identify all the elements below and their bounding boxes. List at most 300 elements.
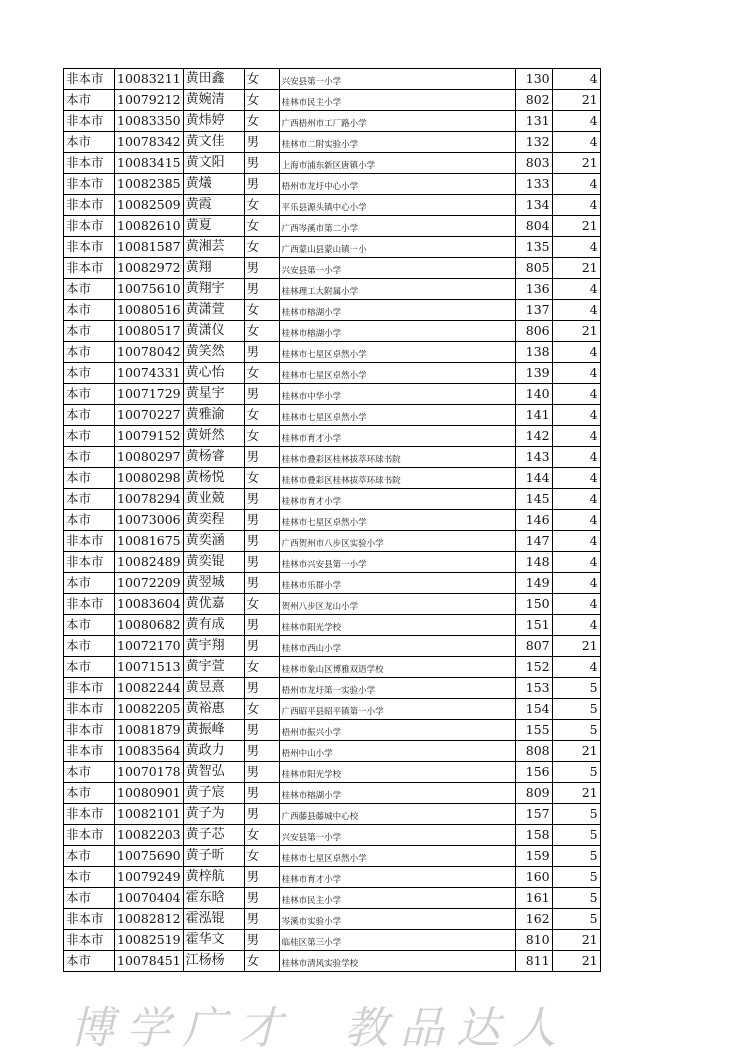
id-cell: 10082509	[115, 195, 184, 216]
sex-cell: 男	[244, 384, 279, 405]
school-cell: 桂林市七星区卓然小学	[279, 510, 515, 531]
table-row	[64, 573, 601, 594]
area-cell: 本市	[64, 468, 115, 489]
sex-cell: 女	[244, 657, 279, 678]
name-cell: 黄政力	[183, 741, 244, 762]
id-cell: 10083604	[115, 594, 184, 615]
rank-cell: 142	[515, 426, 552, 447]
table-row	[64, 762, 601, 783]
group-cell: 4	[552, 531, 600, 552]
group-cell: 5	[552, 804, 600, 825]
school-cell: 桂林市叠彩区桂林拔萃环球书院	[279, 447, 515, 468]
sex-cell: 女	[244, 195, 279, 216]
id-cell: 10081675	[115, 531, 184, 552]
school-cell: 桂林市象山区博雅双语学校	[279, 657, 515, 678]
sex-cell: 男	[244, 552, 279, 573]
school-cell: 桂林市西山小学	[279, 636, 515, 657]
sex-cell: 女	[244, 594, 279, 615]
id-cell: 10082385	[115, 174, 184, 195]
id-cell: 10082101	[115, 804, 184, 825]
id-cell: 10075690	[115, 846, 184, 867]
id-cell: 10071513	[115, 657, 184, 678]
name-cell: 黄昱熹	[183, 678, 244, 699]
name-cell: 霍东晗	[183, 888, 244, 909]
name-cell: 霍泓锟	[183, 909, 244, 930]
id-cell: 10078042	[115, 342, 184, 363]
school-cell: 桂林市榕湖小学	[279, 300, 515, 321]
id-cell: 10070178	[115, 762, 184, 783]
school-cell: 桂林市育才小学	[279, 489, 515, 510]
rank-cell: 152	[515, 657, 552, 678]
id-cell: 10082812	[115, 909, 184, 930]
id-cell: 10079152	[115, 426, 184, 447]
school-cell: 广西蒙山县蒙山镇一小	[279, 237, 515, 258]
table-row	[64, 321, 601, 342]
table-row	[64, 132, 601, 153]
id-cell: 10080682	[115, 615, 184, 636]
rank-cell: 138	[515, 342, 552, 363]
rank-cell: 148	[515, 552, 552, 573]
id-cell: 10080517	[115, 321, 184, 342]
group-cell: 4	[552, 426, 600, 447]
area-cell: 非本市	[64, 678, 115, 699]
name-cell: 黄奕涵	[183, 531, 244, 552]
school-cell: 桂林市榕湖小学	[279, 783, 515, 804]
school-cell: 广西贺州市八步区实验小学	[279, 531, 515, 552]
table-row	[64, 342, 601, 363]
rank-cell: 134	[515, 195, 552, 216]
area-cell: 非本市	[64, 825, 115, 846]
group-cell: 4	[552, 384, 600, 405]
table-row	[64, 720, 601, 741]
id-cell: 10080516	[115, 300, 184, 321]
rank-cell: 161	[515, 888, 552, 909]
area-cell: 非本市	[64, 930, 115, 951]
id-cell: 10083350	[115, 111, 184, 132]
group-cell: 4	[552, 489, 600, 510]
id-cell: 10078342	[115, 132, 184, 153]
table-row	[64, 174, 601, 195]
rank-cell: 158	[515, 825, 552, 846]
area-cell: 本市	[64, 489, 115, 510]
sex-cell: 女	[244, 237, 279, 258]
sex-cell: 男	[244, 258, 279, 279]
name-cell: 黄文佳	[183, 132, 244, 153]
school-cell: 桂林市兴安县第一小学	[279, 552, 515, 573]
area-cell: 本市	[64, 888, 115, 909]
group-cell: 4	[552, 132, 600, 153]
sex-cell: 女	[244, 300, 279, 321]
rank-cell: 811	[515, 951, 552, 972]
sex-cell: 男	[244, 783, 279, 804]
table-row	[64, 384, 601, 405]
area-cell: 本市	[64, 426, 115, 447]
name-cell: 黄星宇	[183, 384, 244, 405]
table-row	[64, 636, 601, 657]
area-cell: 本市	[64, 132, 115, 153]
id-cell: 10083211	[115, 69, 184, 90]
table-row	[64, 153, 601, 174]
group-cell: 5	[552, 825, 600, 846]
sex-cell: 男	[244, 741, 279, 762]
name-cell: 黄优嘉	[183, 594, 244, 615]
area-cell: 本市	[64, 342, 115, 363]
group-cell: 5	[552, 909, 600, 930]
area-cell: 非本市	[64, 237, 115, 258]
table-row	[64, 615, 601, 636]
name-cell: 黄子为	[183, 804, 244, 825]
rank-cell: 135	[515, 237, 552, 258]
area-cell: 本市	[64, 447, 115, 468]
area-cell: 本市	[64, 90, 115, 111]
area-cell: 本市	[64, 657, 115, 678]
name-cell: 黄潇萱	[183, 300, 244, 321]
sex-cell: 女	[244, 846, 279, 867]
id-cell: 10082205	[115, 699, 184, 720]
sex-cell: 女	[244, 699, 279, 720]
sex-cell: 男	[244, 510, 279, 531]
sex-cell: 男	[244, 615, 279, 636]
group-cell: 5	[552, 678, 600, 699]
rank-cell: 160	[515, 867, 552, 888]
sex-cell: 女	[244, 321, 279, 342]
rank-cell: 130	[515, 69, 552, 90]
table-row	[64, 594, 601, 615]
sex-cell: 女	[244, 69, 279, 90]
area-cell: 非本市	[64, 720, 115, 741]
area-cell: 非本市	[64, 111, 115, 132]
school-cell: 兴安县第一小学	[279, 825, 515, 846]
sex-cell: 男	[244, 909, 279, 930]
school-cell: 广西梧州市工厂路小学	[279, 111, 515, 132]
sex-cell: 女	[244, 90, 279, 111]
school-cell: 桂林市育才小学	[279, 426, 515, 447]
group-cell: 5	[552, 762, 600, 783]
group-cell: 4	[552, 594, 600, 615]
sex-cell: 男	[244, 678, 279, 699]
group-cell: 5	[552, 699, 600, 720]
id-cell: 10082203	[115, 825, 184, 846]
name-cell: 黄杨悦	[183, 468, 244, 489]
table-row	[64, 195, 601, 216]
id-cell: 10083415	[115, 153, 184, 174]
rank-cell: 141	[515, 405, 552, 426]
name-cell: 黄笑然	[183, 342, 244, 363]
rank-cell: 133	[515, 174, 552, 195]
school-cell: 平乐县源头镇中心小学	[279, 195, 515, 216]
rank-cell: 140	[515, 384, 552, 405]
group-cell: 5	[552, 846, 600, 867]
group-cell: 21	[552, 216, 600, 237]
name-cell: 黄杨睿	[183, 447, 244, 468]
school-cell: 桂林市乐群小学	[279, 573, 515, 594]
group-cell: 21	[552, 783, 600, 804]
name-cell: 黄夏	[183, 216, 244, 237]
sex-cell: 男	[244, 174, 279, 195]
rank-cell: 139	[515, 363, 552, 384]
school-cell: 贺州八步区龙山小学	[279, 594, 515, 615]
school-cell: 上海市浦东新区唐镇小学	[279, 153, 515, 174]
table-row	[64, 699, 601, 720]
group-cell: 4	[552, 69, 600, 90]
school-cell: 岑溪市实验小学	[279, 909, 515, 930]
table-row	[64, 531, 601, 552]
group-cell: 4	[552, 300, 600, 321]
name-cell: 黄宇翔	[183, 636, 244, 657]
area-cell: 非本市	[64, 741, 115, 762]
rank-cell: 144	[515, 468, 552, 489]
group-cell: 4	[552, 174, 600, 195]
name-cell: 黄子昕	[183, 846, 244, 867]
table-row	[64, 300, 601, 321]
school-cell: 桂林市叠彩区桂林拔萃环球书院	[279, 468, 515, 489]
area-cell: 非本市	[64, 258, 115, 279]
school-cell: 兴安县第一小学	[279, 69, 515, 90]
footer-motto-right: 教品达人	[344, 1003, 568, 1054]
rank-cell: 157	[515, 804, 552, 825]
school-cell: 桂林市榕湖小学	[279, 321, 515, 342]
group-cell: 4	[552, 195, 600, 216]
school-cell: 广西岑溪市第二小学	[279, 216, 515, 237]
school-cell: 桂林市七星区卓然小学	[279, 405, 515, 426]
area-cell: 本市	[64, 783, 115, 804]
rank-cell: 807	[515, 636, 552, 657]
school-cell: 梧州市龙圩第一实验小学	[279, 678, 515, 699]
sex-cell: 男	[244, 636, 279, 657]
id-cell: 10083564	[115, 741, 184, 762]
rank-cell: 147	[515, 531, 552, 552]
rank-cell: 131	[515, 111, 552, 132]
rank-cell: 143	[515, 447, 552, 468]
name-cell: 黄有成	[183, 615, 244, 636]
id-cell: 10082519	[115, 930, 184, 951]
name-cell: 黄振峰	[183, 720, 244, 741]
rank-cell: 810	[515, 930, 552, 951]
name-cell: 黄文阳	[183, 153, 244, 174]
table-row	[64, 804, 601, 825]
name-cell: 黄裕惠	[183, 699, 244, 720]
area-cell: 本市	[64, 279, 115, 300]
id-cell: 10071729	[115, 384, 184, 405]
school-cell: 桂林市七星区卓然小学	[279, 846, 515, 867]
rank-cell: 804	[515, 216, 552, 237]
table-row	[64, 552, 601, 573]
name-cell: 黄湘芸	[183, 237, 244, 258]
rank-cell: 154	[515, 699, 552, 720]
rank-cell: 136	[515, 279, 552, 300]
group-cell: 4	[552, 510, 600, 531]
name-cell: 黄梓航	[183, 867, 244, 888]
name-cell: 黄翔	[183, 258, 244, 279]
area-cell: 本市	[64, 573, 115, 594]
group-cell: 4	[552, 657, 600, 678]
group-cell: 21	[552, 741, 600, 762]
rank-cell: 150	[515, 594, 552, 615]
id-cell: 10081587	[115, 237, 184, 258]
table-row	[64, 237, 601, 258]
school-cell: 桂林市育才小学	[279, 867, 515, 888]
id-cell: 10080901	[115, 783, 184, 804]
rank-cell: 132	[515, 132, 552, 153]
id-cell: 10082610	[115, 216, 184, 237]
area-cell: 本市	[64, 384, 115, 405]
school-cell: 桂林市二附实验小学	[279, 132, 515, 153]
sex-cell: 女	[244, 216, 279, 237]
group-cell: 21	[552, 951, 600, 972]
sex-cell: 女	[244, 405, 279, 426]
id-cell: 10079212	[115, 90, 184, 111]
school-cell: 梧州市振兴小学	[279, 720, 515, 741]
group-cell: 4	[552, 342, 600, 363]
table-row	[64, 489, 601, 510]
rank-cell: 149	[515, 573, 552, 594]
rank-cell: 153	[515, 678, 552, 699]
school-cell: 梧州市龙圩中心小学	[279, 174, 515, 195]
sex-cell: 男	[244, 720, 279, 741]
group-cell: 4	[552, 111, 600, 132]
rank-cell: 151	[515, 615, 552, 636]
area-cell: 本市	[64, 363, 115, 384]
name-cell: 霍华文	[183, 930, 244, 951]
table-row	[64, 90, 601, 111]
id-cell: 10070227	[115, 405, 184, 426]
school-cell: 广西藤县藤城中心校	[279, 804, 515, 825]
group-cell: 21	[552, 153, 600, 174]
area-cell: 非本市	[64, 69, 115, 90]
rank-cell: 806	[515, 321, 552, 342]
name-cell: 黄奕锟	[183, 552, 244, 573]
table-row	[64, 426, 601, 447]
id-cell: 10082489	[115, 552, 184, 573]
table-row	[64, 678, 601, 699]
group-cell: 21	[552, 321, 600, 342]
school-cell: 桂林理工大附属小学	[279, 279, 515, 300]
group-cell: 5	[552, 867, 600, 888]
rank-cell: 159	[515, 846, 552, 867]
footer-motto	[70, 992, 680, 1054]
id-cell: 10079249	[115, 867, 184, 888]
rank-cell: 145	[515, 489, 552, 510]
name-cell: 黄子芯	[183, 825, 244, 846]
table-row	[64, 741, 601, 762]
sex-cell: 男	[244, 888, 279, 909]
id-cell: 10075610	[115, 279, 184, 300]
area-cell: 非本市	[64, 195, 115, 216]
sex-cell: 女	[244, 426, 279, 447]
id-cell: 10078451	[115, 951, 184, 972]
table-row	[64, 363, 601, 384]
group-cell: 4	[552, 405, 600, 426]
sex-cell: 女	[244, 111, 279, 132]
sex-cell: 女	[244, 825, 279, 846]
id-cell: 10073006	[115, 510, 184, 531]
id-cell: 10081879	[115, 720, 184, 741]
school-cell: 桂林市民主小学	[279, 888, 515, 909]
area-cell: 本市	[64, 510, 115, 531]
area-cell: 本市	[64, 300, 115, 321]
id-cell: 10072170	[115, 636, 184, 657]
school-cell: 桂林市阳光学校	[279, 615, 515, 636]
table-row	[64, 657, 601, 678]
school-cell: 桂林市中华小学	[279, 384, 515, 405]
school-cell: 桂林市民主小学	[279, 90, 515, 111]
rank-cell: 146	[515, 510, 552, 531]
name-cell: 黄婉清	[183, 90, 244, 111]
group-cell: 4	[552, 573, 600, 594]
sex-cell: 女	[244, 951, 279, 972]
name-cell: 黄翔宇	[183, 279, 244, 300]
group-cell: 21	[552, 90, 600, 111]
roster-body	[64, 69, 601, 972]
table-row	[64, 69, 601, 90]
table-row	[64, 888, 601, 909]
name-cell: 黄业兢	[183, 489, 244, 510]
name-cell: 黄智弘	[183, 762, 244, 783]
area-cell: 非本市	[64, 216, 115, 237]
group-cell: 21	[552, 636, 600, 657]
area-cell: 本市	[64, 321, 115, 342]
area-cell: 本市	[64, 615, 115, 636]
table-row	[64, 867, 601, 888]
school-cell: 桂林市清风实验学校	[279, 951, 515, 972]
id-cell: 10080298	[115, 468, 184, 489]
area-cell: 非本市	[64, 699, 115, 720]
area-cell: 非本市	[64, 804, 115, 825]
group-cell: 21	[552, 930, 600, 951]
rank-cell: 802	[515, 90, 552, 111]
area-cell: 非本市	[64, 594, 115, 615]
area-cell: 本市	[64, 405, 115, 426]
table-row	[64, 909, 601, 930]
rank-cell: 162	[515, 909, 552, 930]
group-cell: 4	[552, 552, 600, 573]
group-cell: 4	[552, 279, 600, 300]
id-cell: 10082244	[115, 678, 184, 699]
sex-cell: 女	[244, 468, 279, 489]
rank-cell: 156	[515, 762, 552, 783]
name-cell: 江杨杨	[183, 951, 244, 972]
rank-cell: 808	[515, 741, 552, 762]
sex-cell: 男	[244, 573, 279, 594]
name-cell: 黄妍然	[183, 426, 244, 447]
sex-cell: 男	[244, 132, 279, 153]
id-cell: 10078294	[115, 489, 184, 510]
school-cell: 梧州中山小学	[279, 741, 515, 762]
school-cell: 桂林市七星区卓然小学	[279, 363, 515, 384]
id-cell: 10072209	[115, 573, 184, 594]
area-cell: 非本市	[64, 552, 115, 573]
id-cell: 10082972	[115, 258, 184, 279]
table-row	[64, 930, 601, 951]
table-row	[64, 510, 601, 531]
name-cell: 黄霞	[183, 195, 244, 216]
sex-cell: 男	[244, 867, 279, 888]
name-cell: 黄雅渝	[183, 405, 244, 426]
rank-cell: 805	[515, 258, 552, 279]
id-cell: 10080297	[115, 447, 184, 468]
table-row	[64, 825, 601, 846]
table-row	[64, 468, 601, 489]
sex-cell: 男	[244, 279, 279, 300]
table-row	[64, 279, 601, 300]
sex-cell: 男	[244, 342, 279, 363]
school-cell: 桂林市阳光学校	[279, 762, 515, 783]
group-cell: 4	[552, 363, 600, 384]
id-cell: 10070404	[115, 888, 184, 909]
name-cell: 黄炜婷	[183, 111, 244, 132]
group-cell: 4	[552, 447, 600, 468]
sex-cell: 男	[244, 762, 279, 783]
